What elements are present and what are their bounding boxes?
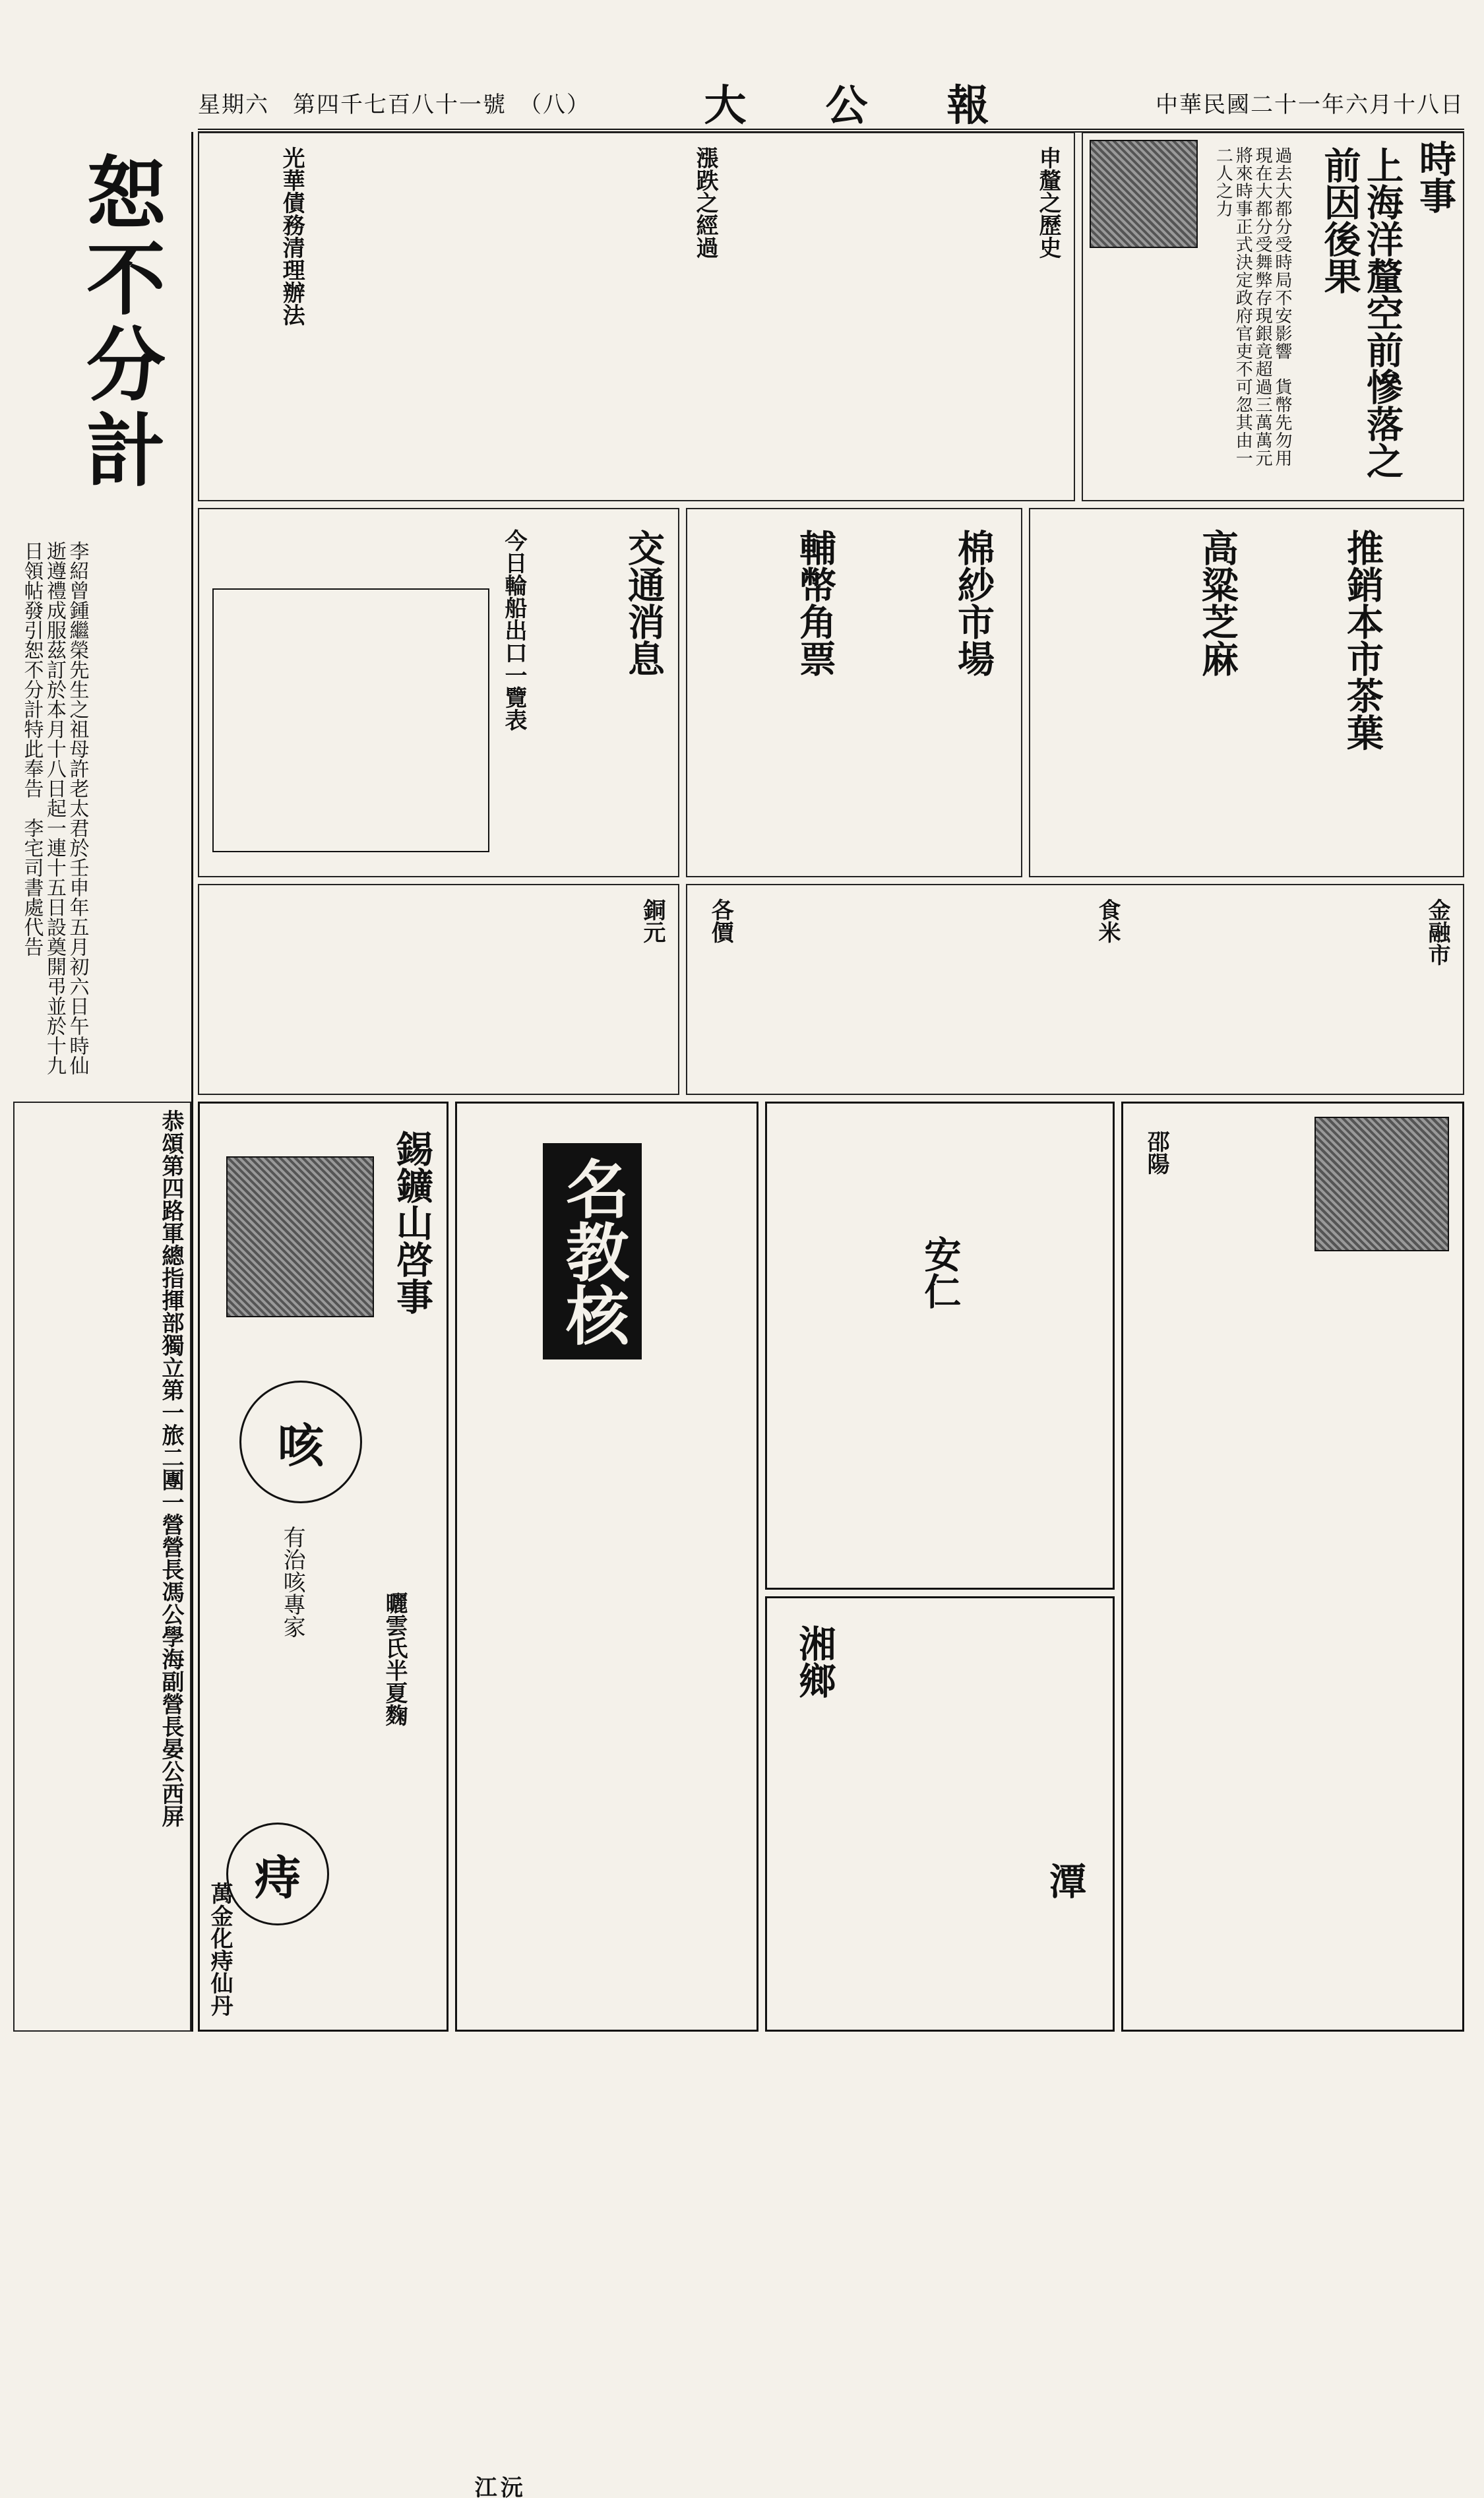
ad-xiangxiang: [765, 1596, 1115, 2032]
ad-title-medicine: 名教核: [543, 1143, 642, 1359]
ad-title-pill: 萬金化痔仙丹: [206, 1882, 233, 2016]
copper-label: 銅元: [639, 898, 665, 943]
ad-title-xiangxiang: 湘鄉: [793, 1625, 837, 1699]
traffic-section: [198, 508, 679, 877]
subhead-history: 申釐之歷史: [1035, 146, 1061, 259]
cotton-section: [686, 508, 1022, 877]
editorial-header: [1082, 132, 1464, 501]
editorial-body: [198, 132, 1075, 501]
subhead-fluctuation: 漲跌之經過: [692, 146, 718, 259]
section-label: 時事: [1413, 140, 1457, 214]
tea-headline: 推銷本市茶葉: [1341, 529, 1384, 751]
ad-title-yuanjiang: 沅江: [470, 2476, 523, 2498]
ad-medicine: [455, 1102, 758, 2498]
ad-cough: [198, 1102, 448, 2032]
subhead-guanghua: 光華債務清理辦法: [278, 146, 305, 326]
prices-label: 各價: [707, 898, 734, 943]
paper-title-char: 大: [704, 81, 799, 131]
commemorative-title: 恭頌第四路軍總指揮部獨立第一旅二團一營營長馮公學海副營長晏公西屏: [158, 1109, 184, 1827]
headline: 上海洋釐空前慘落之前因後果: [1318, 146, 1404, 479]
schedule-title: 今日輪船出口一覽表: [501, 529, 527, 731]
subheadline: 過去大都分受時局不安影響 貨幣先勿用現在大都分受舞弊存現銀竟超過三萬萬元 將來時事正式決定政府官吏不可忽其由一二人之力: [1213, 146, 1292, 485]
price-list: [686, 884, 1464, 1095]
commemorative-notice: [13, 1102, 191, 2032]
ad-title-mining: 錫鑛山啓事: [390, 1130, 434, 1315]
notice-body: 李紹曾鍾繼榮先生之祖母許老太君於壬申年五月初六日午時仙逝遵禮成服茲訂於本月十八日起一連十五日設奠開弔並於十九日領帖發引恕不分計特此奉告 李宅司書處代告: [20, 541, 89, 1075]
paper-title-char: 公: [825, 81, 921, 131]
paper-title-char: 報: [946, 81, 1042, 131]
ad-image: [1314, 1117, 1449, 1251]
ad-cough-seal: 咳: [239, 1381, 362, 1503]
commodity-prices: [198, 884, 679, 1095]
ad-shaoyang: [1121, 1102, 1464, 2032]
issue-date: 中華民國二十一年六月十八日: [1156, 91, 1464, 118]
cotton-headline: 棉紗市場: [952, 529, 995, 677]
paper-title: [704, 72, 1042, 133]
ad-pill-seal: 痔: [226, 1823, 329, 1925]
ad-anxin: [765, 1102, 1115, 1590]
finance-label: 金融市: [1424, 898, 1450, 966]
traffic-headline: 交通消息: [622, 529, 665, 677]
rice-label: 食米: [1094, 898, 1121, 943]
ad-title-shaoyang: 邵陽: [1143, 1130, 1170, 1175]
grain-headline: 高粱芝麻: [1196, 529, 1239, 677]
section-logo-image: [1090, 140, 1198, 248]
column-rule: [191, 132, 193, 2032]
notice-title: 恕不分計: [73, 152, 166, 495]
obituary-notice: [13, 132, 185, 1108]
ad-cough-note: 有治咳專家: [279, 1526, 306, 1638]
ad-portrait-image: [226, 1156, 374, 1317]
ad-title-yunshi: 曬雲氏半夏麴: [381, 1592, 408, 1726]
issue-number: 星期六 第四千七百八十一號 （八）: [198, 91, 590, 118]
ad-title-anxin: 安仁: [918, 1235, 962, 1309]
market-section: [1029, 508, 1464, 877]
ad-title-tan: 潭: [1043, 1862, 1087, 1899]
masthead: [198, 76, 1464, 133]
coin-headline: 輔幣角票: [793, 529, 837, 677]
ship-schedule-table: [212, 588, 489, 852]
